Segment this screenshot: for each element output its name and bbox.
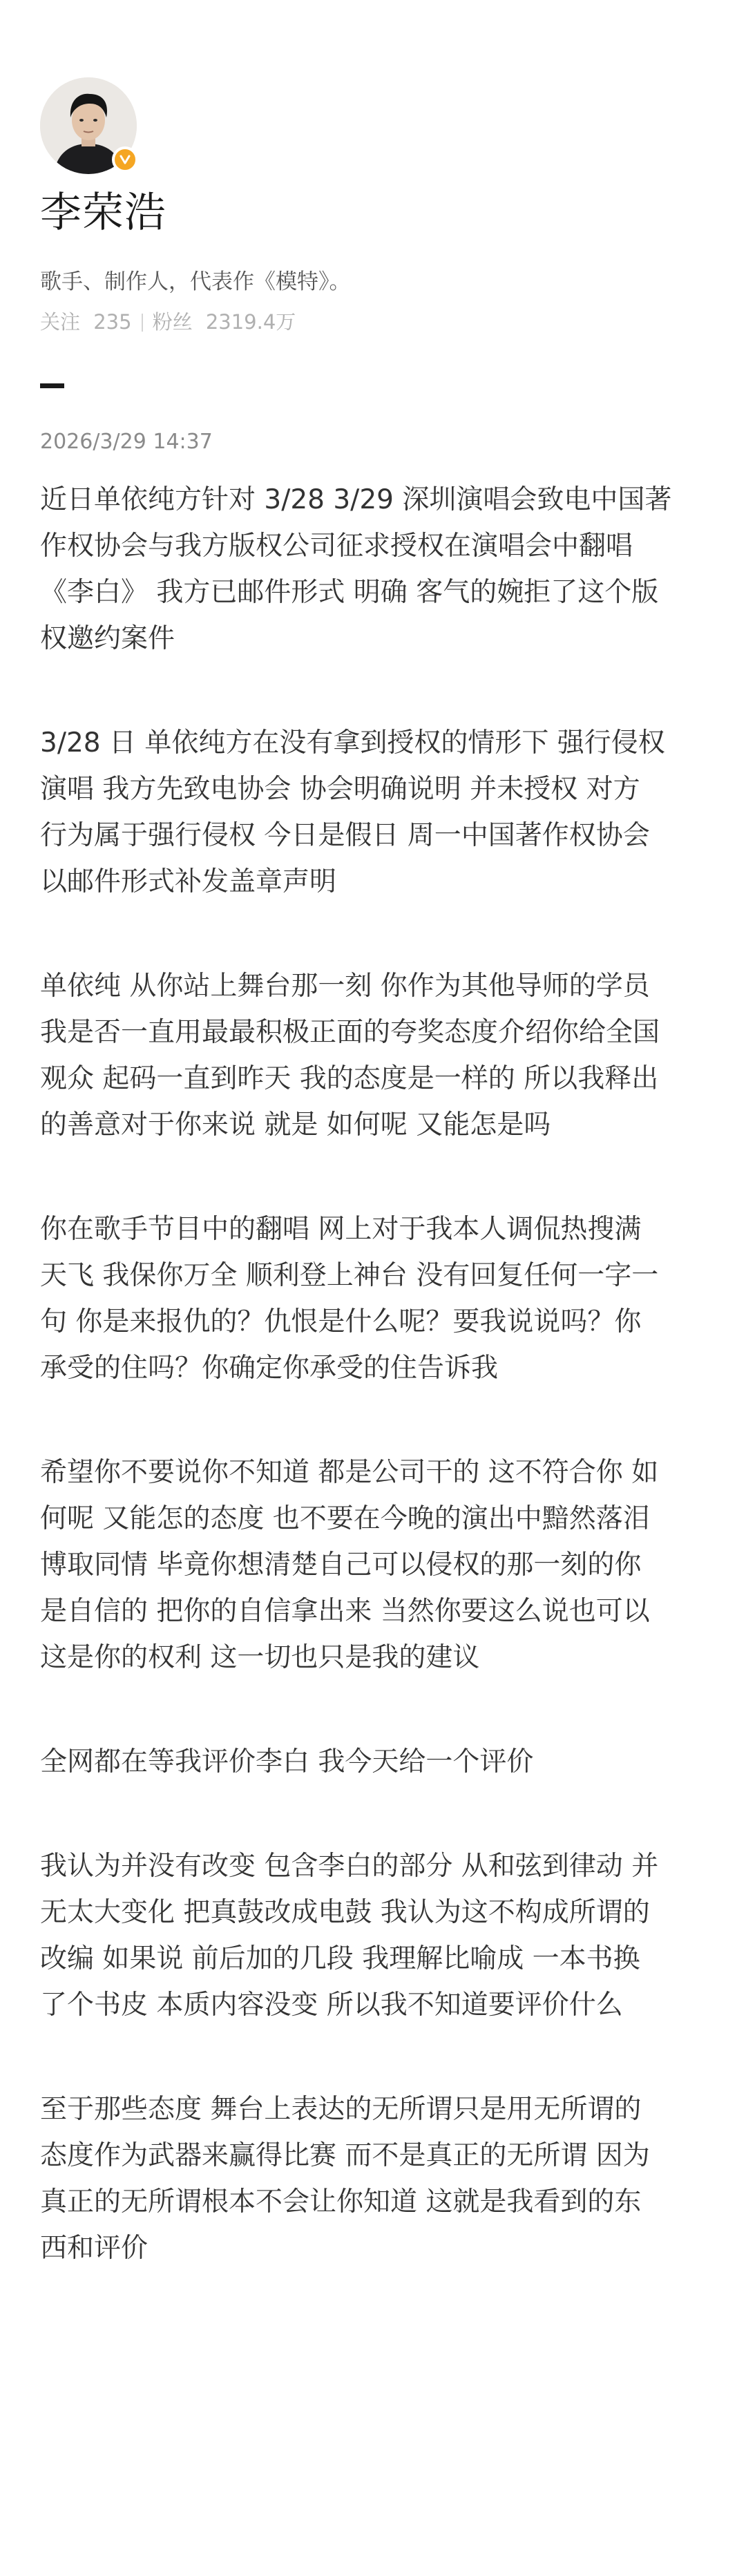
post-text-line: 天飞 我保你万全 顺利登上神台 没有回复任何一字一 xyxy=(40,1260,659,1291)
post-paragraph xyxy=(40,1739,724,1785)
post-text-line: 近日单依纯方针对 3/28 3/29 深圳演唱会致电中国著 xyxy=(40,484,672,515)
post-text-line: 博取同情 毕竟你想清楚自己可以侵权的那一刻的你 xyxy=(40,1549,642,1581)
profile-stats xyxy=(40,309,296,336)
post-text-line: 单依纯 从你站上舞台那一刻 你作为其他导师的学员 xyxy=(40,971,650,1002)
post-text-line: 至于那些态度 舞台上表达的无所谓只是用无所谓的 xyxy=(40,2094,642,2125)
post-paragraph xyxy=(40,720,724,905)
followers-label: 粉丝 xyxy=(152,310,193,334)
post-text-line: 全网都在等我评价李白 我今天给一个评价 xyxy=(40,1746,534,1777)
post-text-line: 你在歌手节目中的翻唱 网上对于我本人调侃热搜满 xyxy=(40,1214,642,1245)
post-text-line: 承受的住吗？你确定你承受的住告诉我 xyxy=(40,1353,499,1384)
post-text-line: 句 你是来报仇的？仇恨是什么呢？要我说说吗？你 xyxy=(40,1306,642,1337)
post-text-line: 权邀约案件 xyxy=(40,623,175,654)
post-text-line: 观众 起码一直到昨天 我的态度是一样的 所以我释出 xyxy=(40,1063,659,1094)
followers-link[interactable] xyxy=(153,309,296,336)
post-text-line: 何呢 又能怎的态度 也不要在今晚的演出中黯然落泪 xyxy=(40,1503,650,1534)
post-text-line: 作权协会与我方版权公司征求授权在演唱会中翻唱 xyxy=(40,531,633,562)
post-text-line: 行为属于强行侵权 今日是假日 周一中国著作权协会 xyxy=(40,820,650,851)
following-count: 235 xyxy=(93,310,132,334)
post-paragraph xyxy=(40,1843,724,2028)
following-label: 关注 xyxy=(40,310,81,334)
following-link[interactable] xyxy=(40,309,132,336)
post-paragraph xyxy=(40,1206,724,1391)
post-text-line: 真正的无所谓根本不会让你知道 这就是我看到的东 xyxy=(40,2186,642,2217)
post-text-line: 态度作为武器来赢得比赛 而不是真正的无所谓 因为 xyxy=(40,2140,650,2171)
post-text-line: 了个书皮 本质内容没变 所以我不知道要评价什么 xyxy=(40,1990,623,2021)
profile-bio: 歌手、制作人，代表作《模特》。 xyxy=(40,269,351,294)
post-text-line: 改编 如果说 前后加的几段 我理解比喻成 一本书换 xyxy=(40,1943,640,1974)
post-text-line: 西和评价 xyxy=(40,2233,149,2264)
post-text-line: 《李白》 我方已邮件形式 明确 客气的婉拒了这个版 xyxy=(40,577,659,608)
post-text-line: 演唱 我方先致电协会 协会明确说明 并未授权 对方 xyxy=(40,774,640,805)
post-text-line: 这是你的权利 这一切也只是我的建议 xyxy=(40,1642,480,1673)
post-body xyxy=(40,477,724,2271)
post-paragraph xyxy=(40,477,724,662)
post-timestamp: 2026/3/29 14:37 xyxy=(40,430,213,454)
verified-badge-icon xyxy=(112,146,138,173)
post-text-line: 是自信的 把你的自信拿出来 当然你要这么说也可以 xyxy=(40,1596,650,1627)
followers-count: 2319.4万 xyxy=(205,310,296,334)
avatar-container[interactable] xyxy=(40,77,137,174)
stats-divider xyxy=(142,314,143,332)
post-text-line: 我是否一直用最最积极正面的夸奖态度介绍你给全国 xyxy=(40,1017,660,1048)
post-text-line: 以邮件形式补发盖章声明 xyxy=(40,866,337,897)
post-text-line: 的善意对于你来说 就是 如何呢 又能怎是吗 xyxy=(40,1109,551,1141)
post-paragraph xyxy=(40,1449,724,1681)
section-divider xyxy=(40,383,64,388)
post-text-line: 希望你不要说你不知道 都是公司干的 这不符合你 如 xyxy=(40,1457,659,1488)
profile-name[interactable]: 李荣浩 xyxy=(40,189,166,237)
post-text-line: 3/28 日 单依纯方在没有拿到授权的情形下 强行侵权 xyxy=(40,727,665,759)
post-paragraph xyxy=(40,963,724,1148)
post-text-line: 无太大变化 把真鼓改成电鼓 我认为这不构成所谓的 xyxy=(40,1897,650,1928)
post-paragraph xyxy=(40,2086,724,2271)
post-text-line: 我认为并没有改变 包含李白的部分 从和弦到律动 并 xyxy=(40,1851,659,1882)
